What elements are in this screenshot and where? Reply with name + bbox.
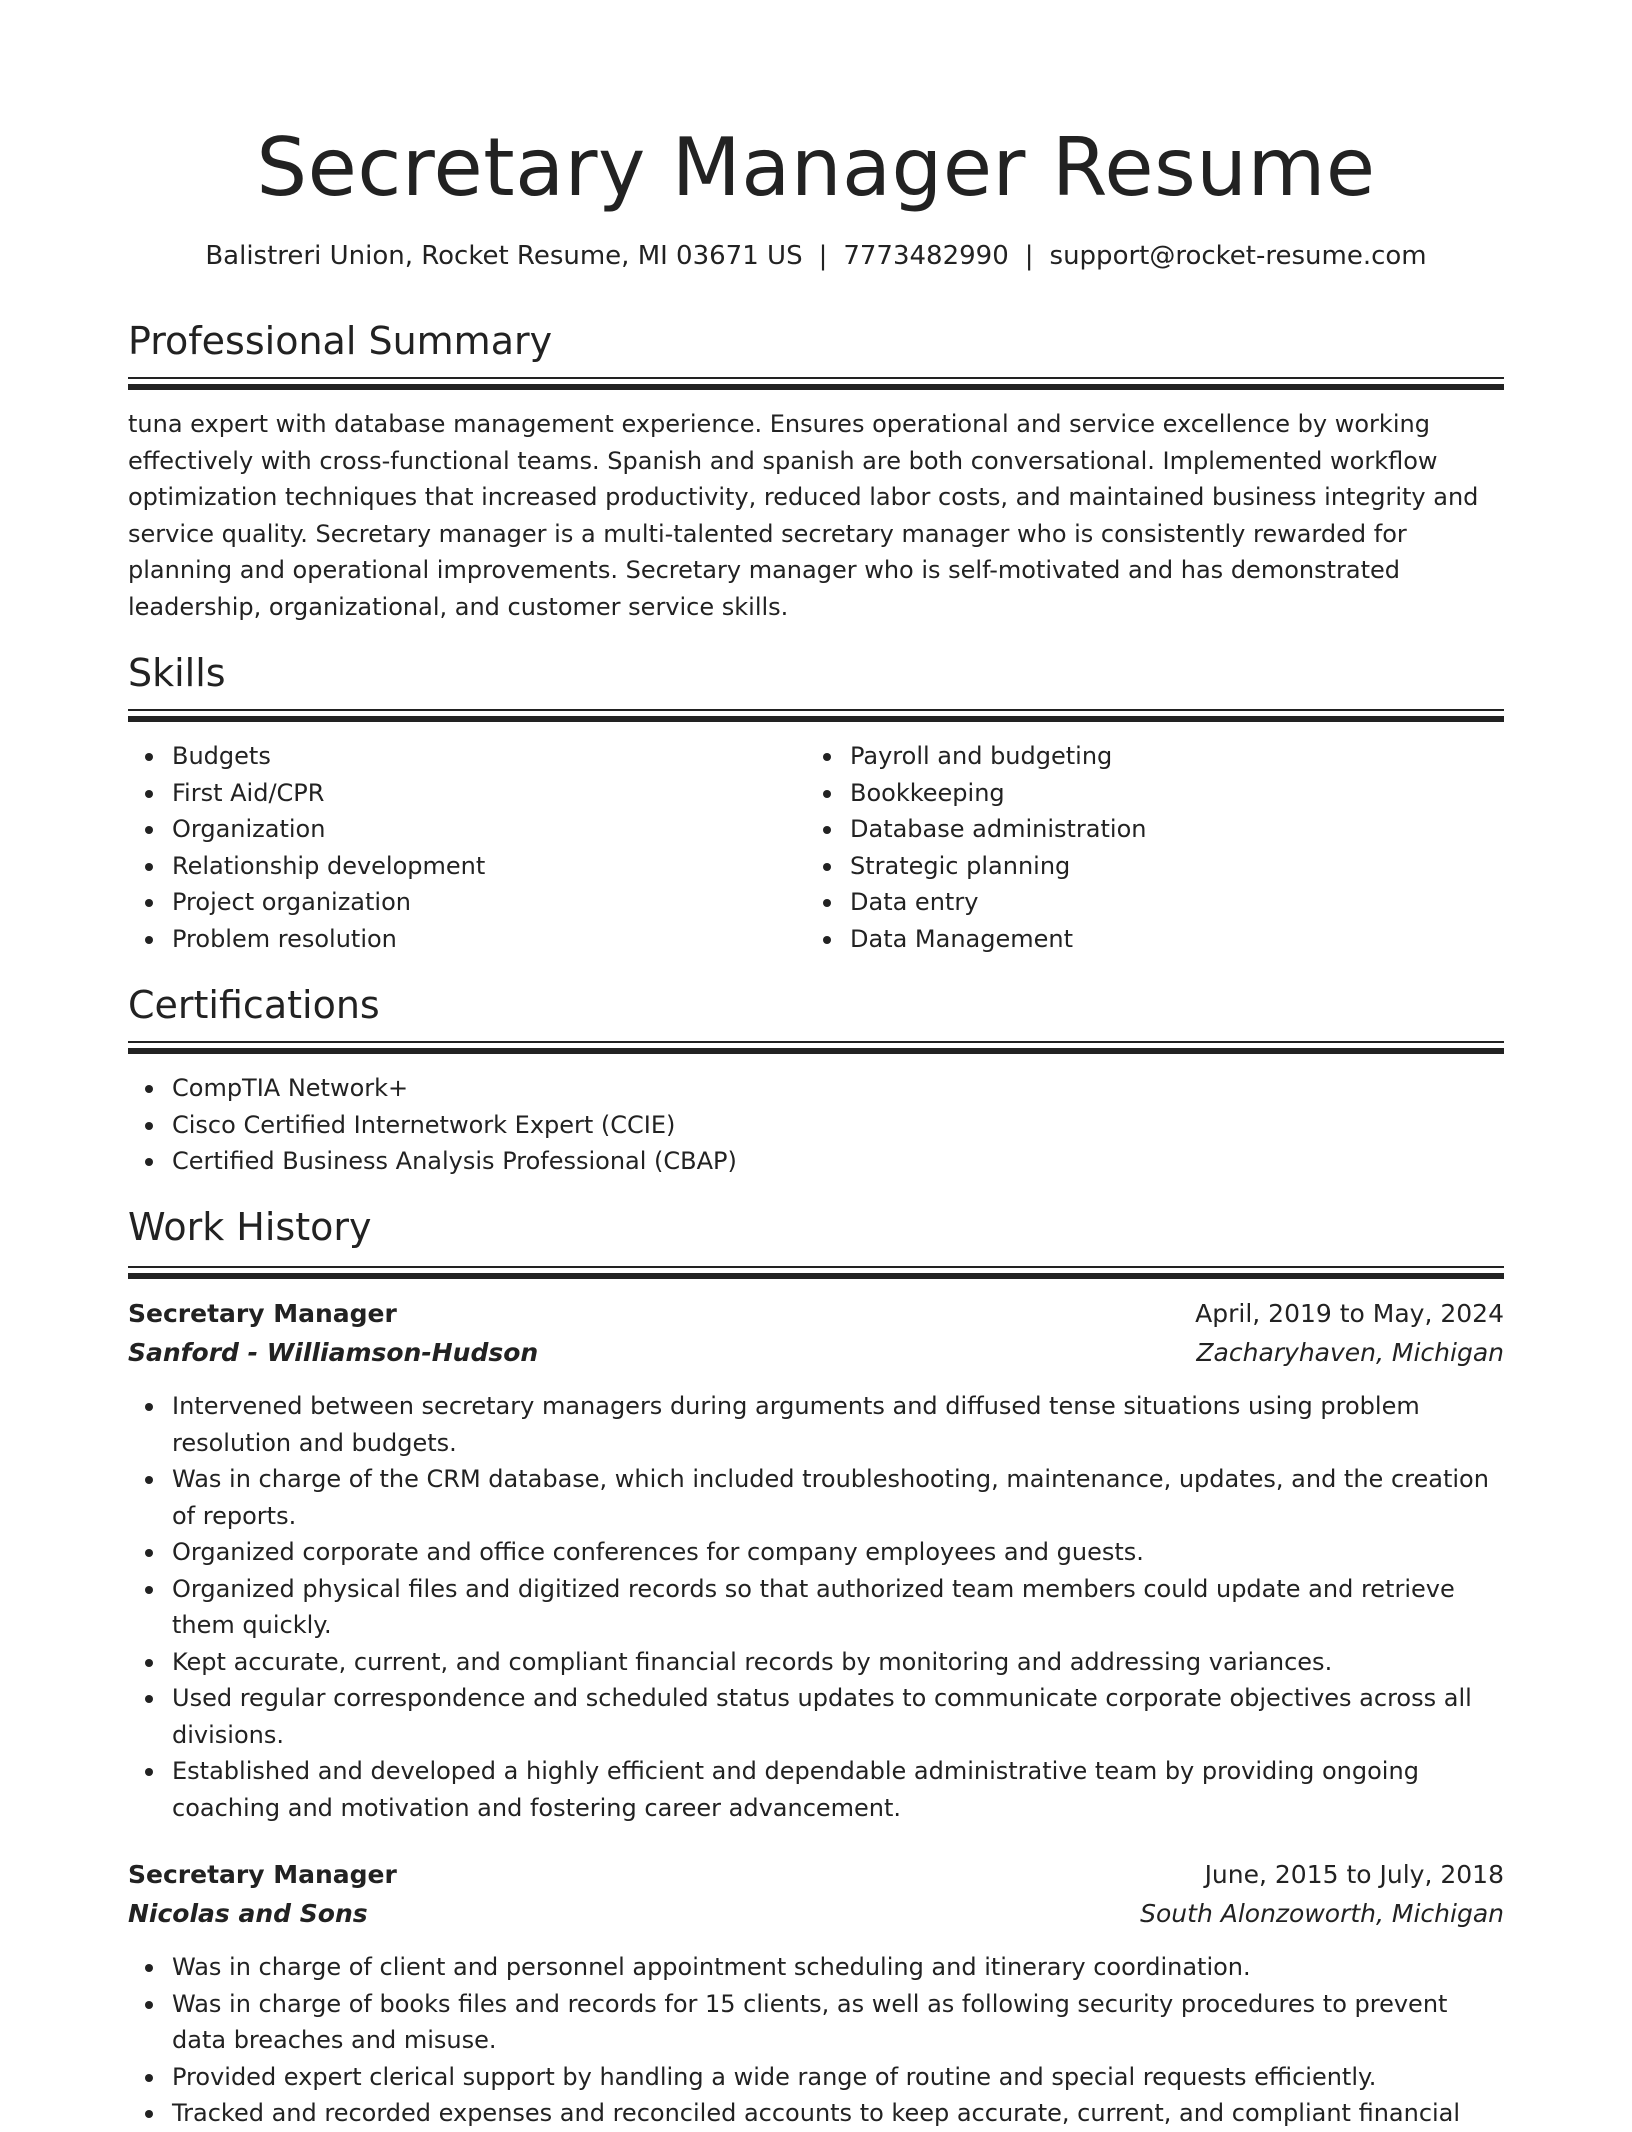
job-bullets — [128, 1388, 1504, 1826]
list-item: Budgets — [172, 738, 802, 775]
section-divider — [128, 1266, 1504, 1280]
list-item: Data entry — [850, 884, 1500, 921]
list-item: Organization — [172, 811, 802, 848]
separator: | — [818, 241, 828, 271]
job-location: South Alonzoworth, Michigan — [1140, 1899, 1504, 1928]
list-item: Project organization — [172, 884, 802, 921]
email: support@rocket-resume.com — [1049, 241, 1427, 271]
list-item: Certified Business Analysis Professional (CBAP) — [172, 1143, 1472, 1180]
address: Balistreri Union, Rocket Resume, MI 03671 US — [205, 241, 803, 271]
job-bullets — [128, 1949, 1504, 2132]
job-title: Secretary Manager — [128, 1299, 397, 1328]
list-item: Organized physical files and digitized records so that authorized team members could update and retrieve them quickly. — [172, 1571, 1504, 1644]
job-title: Secretary Manager — [128, 1860, 397, 1889]
job-header — [128, 1855, 1504, 1895]
list-item: Problem resolution — [172, 921, 802, 958]
list-item: Intervened between secretary managers during arguments and diffused tense situations using problem resolution and budgets. — [172, 1388, 1504, 1461]
job-subheader — [128, 1333, 1504, 1373]
contact-line — [128, 238, 1504, 274]
section-heading-summary: Professional Summary — [128, 319, 553, 363]
list-item: Was in charge of books files and records for 15 clients, as well as following security procedures to prevent data breaches and misuse. — [172, 1986, 1504, 2059]
certifications-list — [128, 1070, 1472, 1180]
summary-text: tuna expert with database management experience. Ensures operational and service excellence by working effectively with cross-functional teams. Spanish and spanish are both conversational. Implemented workflow optimization techniques that increased productivity, reduced labor costs, and maintained business integrity and service quality. Secretary manager is a multi-talented secretary manager who is consistently rewarded for planning and operational improvements. Secretary manager who is self-motivated and has demonstrated leadership, organizational, and customer service skills. — [128, 410, 1479, 621]
list-item: Strategic planning — [850, 848, 1500, 885]
job-location: Zacharyhaven, Michigan — [1196, 1338, 1504, 1367]
list-item: Used regular correspondence and scheduled status updates to communicate corporate objectives across all divisions. — [172, 1680, 1504, 1753]
list-item: CompTIA Network+ — [172, 1070, 1472, 1107]
list-item: Was in charge of the CRM database, which included troubleshooting, maintenance, updates, and the creation of reports. — [172, 1461, 1504, 1534]
separator: | — [1024, 241, 1034, 271]
skills-list-right — [806, 738, 1500, 957]
list-item: Established and developed a highly efficient and dependable administrative team by providing ongoing coaching and motivation and fostering career advancement. — [172, 1753, 1504, 1826]
list-item: Cisco Certified Internetwork Expert (CCIE) — [172, 1107, 1472, 1144]
list-item: Payroll and budgeting — [850, 738, 1500, 775]
resume-title: Secretary Manager Resume — [256, 121, 1376, 214]
list-item: Database administration — [850, 811, 1500, 848]
list-item: Data Management — [850, 921, 1500, 958]
list-item: Kept accurate, current, and compliant financial records by monitoring and addressing variances. — [172, 1644, 1504, 1681]
list-item: Tracked and recorded expenses and reconciled accounts to keep accurate, current, and compliant financial — [172, 2095, 1504, 2132]
section-divider — [128, 377, 1504, 391]
job-dates: April, 2019 to May, 2024 — [1195, 1299, 1504, 1328]
section-heading-skills: Skills — [128, 651, 226, 695]
section-heading-work-history: Work History — [128, 1205, 372, 1249]
list-item: Was in charge of client and personnel appointment scheduling and itinerary coordination. — [172, 1949, 1504, 1986]
section-divider — [128, 1041, 1504, 1055]
list-item: Relationship development — [172, 848, 802, 885]
section-heading-certifications: Certifications — [128, 983, 380, 1027]
job-header — [128, 1294, 1504, 1334]
list-item: Provided expert clerical support by handling a wide range of routine and special requests efficiently. — [172, 2059, 1504, 2096]
phone: 7773482990 — [843, 241, 1009, 271]
list-item: Bookkeeping — [850, 775, 1500, 812]
skills-list-left — [128, 738, 802, 957]
job-subheader — [128, 1894, 1504, 1934]
company-name: Sanford - Williamson-Hudson — [128, 1338, 539, 1367]
list-item: First Aid/CPR — [172, 775, 802, 812]
company-name: Nicolas and Sons — [128, 1899, 368, 1928]
list-item: Organized corporate and office conferences for company employees and guests. — [172, 1534, 1504, 1571]
job-dates: June, 2015 to July, 2018 — [1204, 1860, 1504, 1889]
section-divider — [128, 709, 1504, 723]
